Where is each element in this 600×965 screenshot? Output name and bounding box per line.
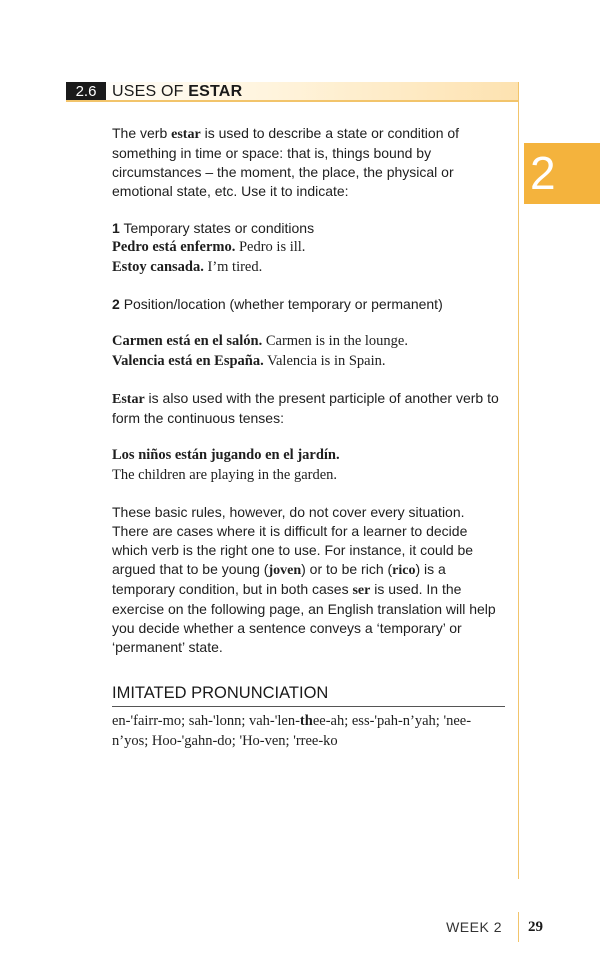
continuous-text: is also used with the present participle of another verb to form the continuous tenses: [112,390,499,426]
example-english: Carmen is in the lounge. [265,333,408,349]
chapter-tab: 2 [524,143,600,204]
section-number: 2.6 [66,82,106,101]
rule-1-number: 1 [112,220,120,236]
footer-week-label: WEEK 2 [446,919,502,935]
pronunciation-text-2: ee-ah; ess-'pah-n’yah; 'nee-n’yos; Hoo-'gahn-do; 'Ho-ven; 'rree-ko [112,713,472,749]
example-row [112,332,502,352]
intro-text-2: is used to describe a state or condition of something in time or space: that is, things bound by circumstances – the moment, the place, the physical or emotional state, etc. Use it to indicate: [112,125,460,199]
caveat-term-rico: rico [392,563,416,578]
section-title-bold: ESTAR [188,83,243,100]
rule-2-heading [112,295,502,314]
pronunciation-rule [112,706,505,707]
example-spanish: Pedro está enfermo. [112,239,236,255]
pronunciation-bold-th: th [299,713,313,729]
rule-2-text: Position/location (whether temporary or permanent) [123,296,443,312]
intro-text-1: The verb [112,125,172,141]
caveat-text-4: is used. In the exercise on the following page, an English translation will help you decide whether a sentence conveys a ‘temporary’ or ‘permanent’ state. [112,581,496,655]
example-spanish: Los niños están jugando en el jardín. [112,447,340,463]
caveat-paragraph [112,503,502,657]
rule-1-heading [112,219,502,238]
example-row [112,352,502,372]
example-spanish: Valencia está en España. [112,352,264,369]
continuous-example-translation [112,466,502,486]
example-english: The children are playing in the garden. [112,466,338,483]
main-content [112,124,502,657]
continuous-example [112,446,502,466]
page-number: 29 [528,919,543,935]
rule-1-text: Temporary states or conditions [123,220,315,236]
continuous-term-estar: Estar [112,392,145,407]
pronunciation-text-1: en-'fairr-mo; sah-'lonn; vah-'len- [112,713,300,729]
pronunciation-text [112,712,507,751]
footer-divider [518,912,519,942]
intro-term-estar: estar [171,127,201,142]
example-row [112,238,502,258]
section-title-prefix: USES OF [112,83,189,100]
example-english: I’m tired. [207,258,263,275]
caveat-text-3: ) is a temporary condition, but in both cases [112,561,446,597]
continuous-paragraph [112,389,502,428]
example-spanish: Estoy cansada. [112,258,204,275]
example-english: Pedro is ill. [238,239,306,255]
section-header-rule [66,100,519,102]
caveat-text-2: ) or to be rich ( [301,561,393,577]
caveat-term-ser: ser [352,583,371,598]
rule-2-number: 2 [112,296,120,312]
example-row [112,258,502,278]
example-spanish: Carmen está en el salón. [112,333,263,349]
caveat-text-1: These basic rules, however, do not cover every situation. There are cases where it is difficult for a learner to decide which verb is the right one to use. For instance, it could be argued that to be young ( [112,504,474,577]
caveat-term-joven: joven [268,563,302,578]
margin-vertical-rule [518,82,519,879]
section-title [112,82,242,101]
intro-paragraph [112,124,502,201]
example-english: Valencia is in Spain. [267,352,386,369]
pronunciation-title: IMITATED PRONUNCIATION [112,684,329,702]
